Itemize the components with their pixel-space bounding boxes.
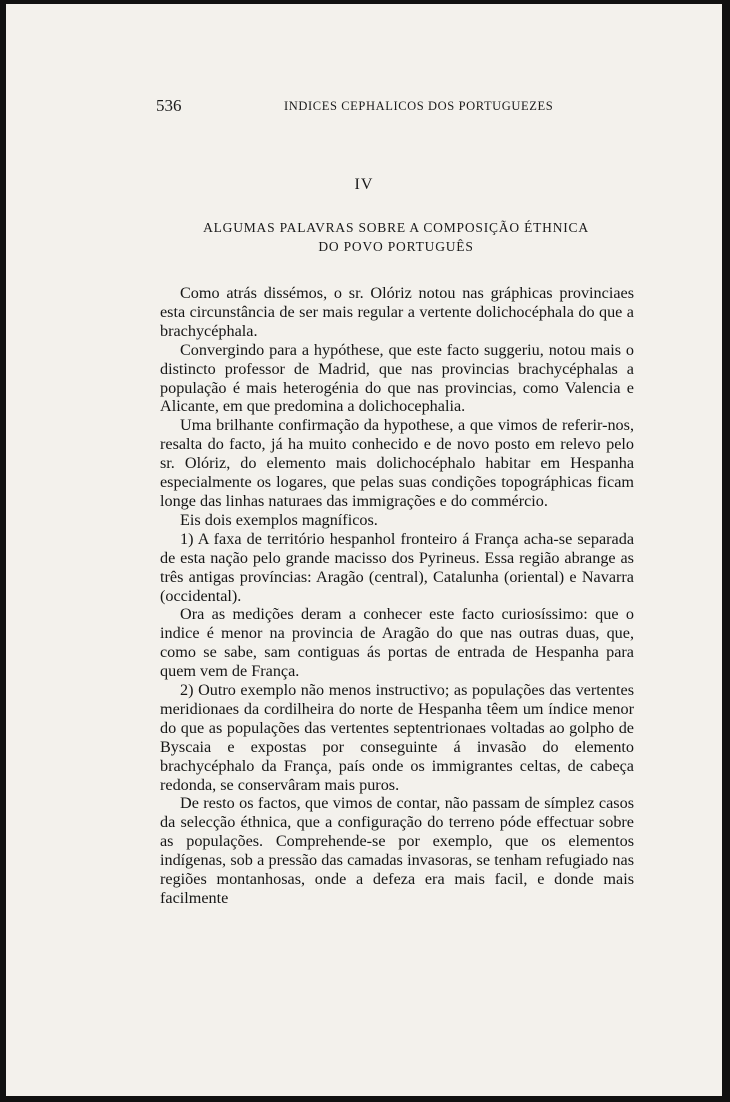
running-title: INDICES CEPHALICOS DOS PORTUGUEZES: [284, 99, 554, 113]
chapter-title: [156, 218, 636, 256]
chapter-title-line: ALGUMAS PALAVRAS SOBRE A COMPOSIÇÃO ÉTHNICA: [203, 220, 589, 235]
section-numeral: IV: [354, 176, 374, 193]
paragraph: Uma brilhante confirmação da hypothese, a que vimos de referir-nos, resalta do facto, já ha muito conhecido e de novo posto em relevo pelo sr. Olóriz, do elemento mais dolichocéphalo habitar em Hespanha especialmente os logares, que pelas suas condições topográphicas ficam longe das linhas naturaes das immigrações e do commércio.: [160, 416, 634, 510]
paragraph: 2) Outro exemplo não menos instructivo; as populações das vertentes meridionaes da cordilheira do norte de Hespanha têem um índice menor do que as populações das vertentes septentrionaes voltadas ao golpho de Byscaia e expostas por conseguinte á invasão do elemento brachycéphalo da França, país onde os immigrantes celtas, de cabeça redonda, se conservâram mais puros.: [160, 681, 634, 794]
book-page: [6, 4, 722, 1096]
running-header: [156, 96, 576, 120]
paragraph: Como atrás dissémos, o sr. Olóriz notou nas gráphicas provinciaes esta circunstância de ser mais regular a vertente dolichocéphala do que a brachycéphala.: [160, 284, 634, 340]
chapter-title-line: DO POVO PORTUGUÊS: [318, 239, 474, 254]
paragraph: Eis dois exemplos magníficos.: [180, 510, 378, 529]
paragraph: De resto os factos, que vimos de contar, não passam de símplez casos da selecção éthnica, que a configuração do terreno póde effectuar sobre as populações. Comprehende-se por exemplo, que os elementos indígenas, sob a pressão das camadas invasoras, se tenham refugiado nas regiões montanhosas, onde a defeza era mais facil, e donde mais facilmente: [160, 794, 634, 907]
paragraph: Convergindo para a hypóthese, que este facto suggeriu, notou mais o distincto professor de Madrid, que nas provincias brachycéphalas a população é mais heterogénia do que nas provincias, como Valencia e Alicante, em que predomina a dolichocephalia.: [160, 340, 634, 416]
body-text: [160, 284, 634, 908]
page-number: 536: [156, 96, 182, 115]
paragraph: 1) A faxa de território hespanhol fronteiro á França acha-se separada de esta nação pelo grande macisso dos Pyrineus. Essa região abrange as três antigas províncias: Aragão (central), Catalunha (oriental) e Navarra (occidental).: [160, 529, 634, 605]
paragraph: Ora as medições deram a conhecer este facto curiosíssimo: que o indice é menor na provincia de Aragão do que nas outras duas, que, como se sabe, sam contiguas ás portas de entrada de Hespanha para quem vem de França.: [160, 605, 634, 681]
